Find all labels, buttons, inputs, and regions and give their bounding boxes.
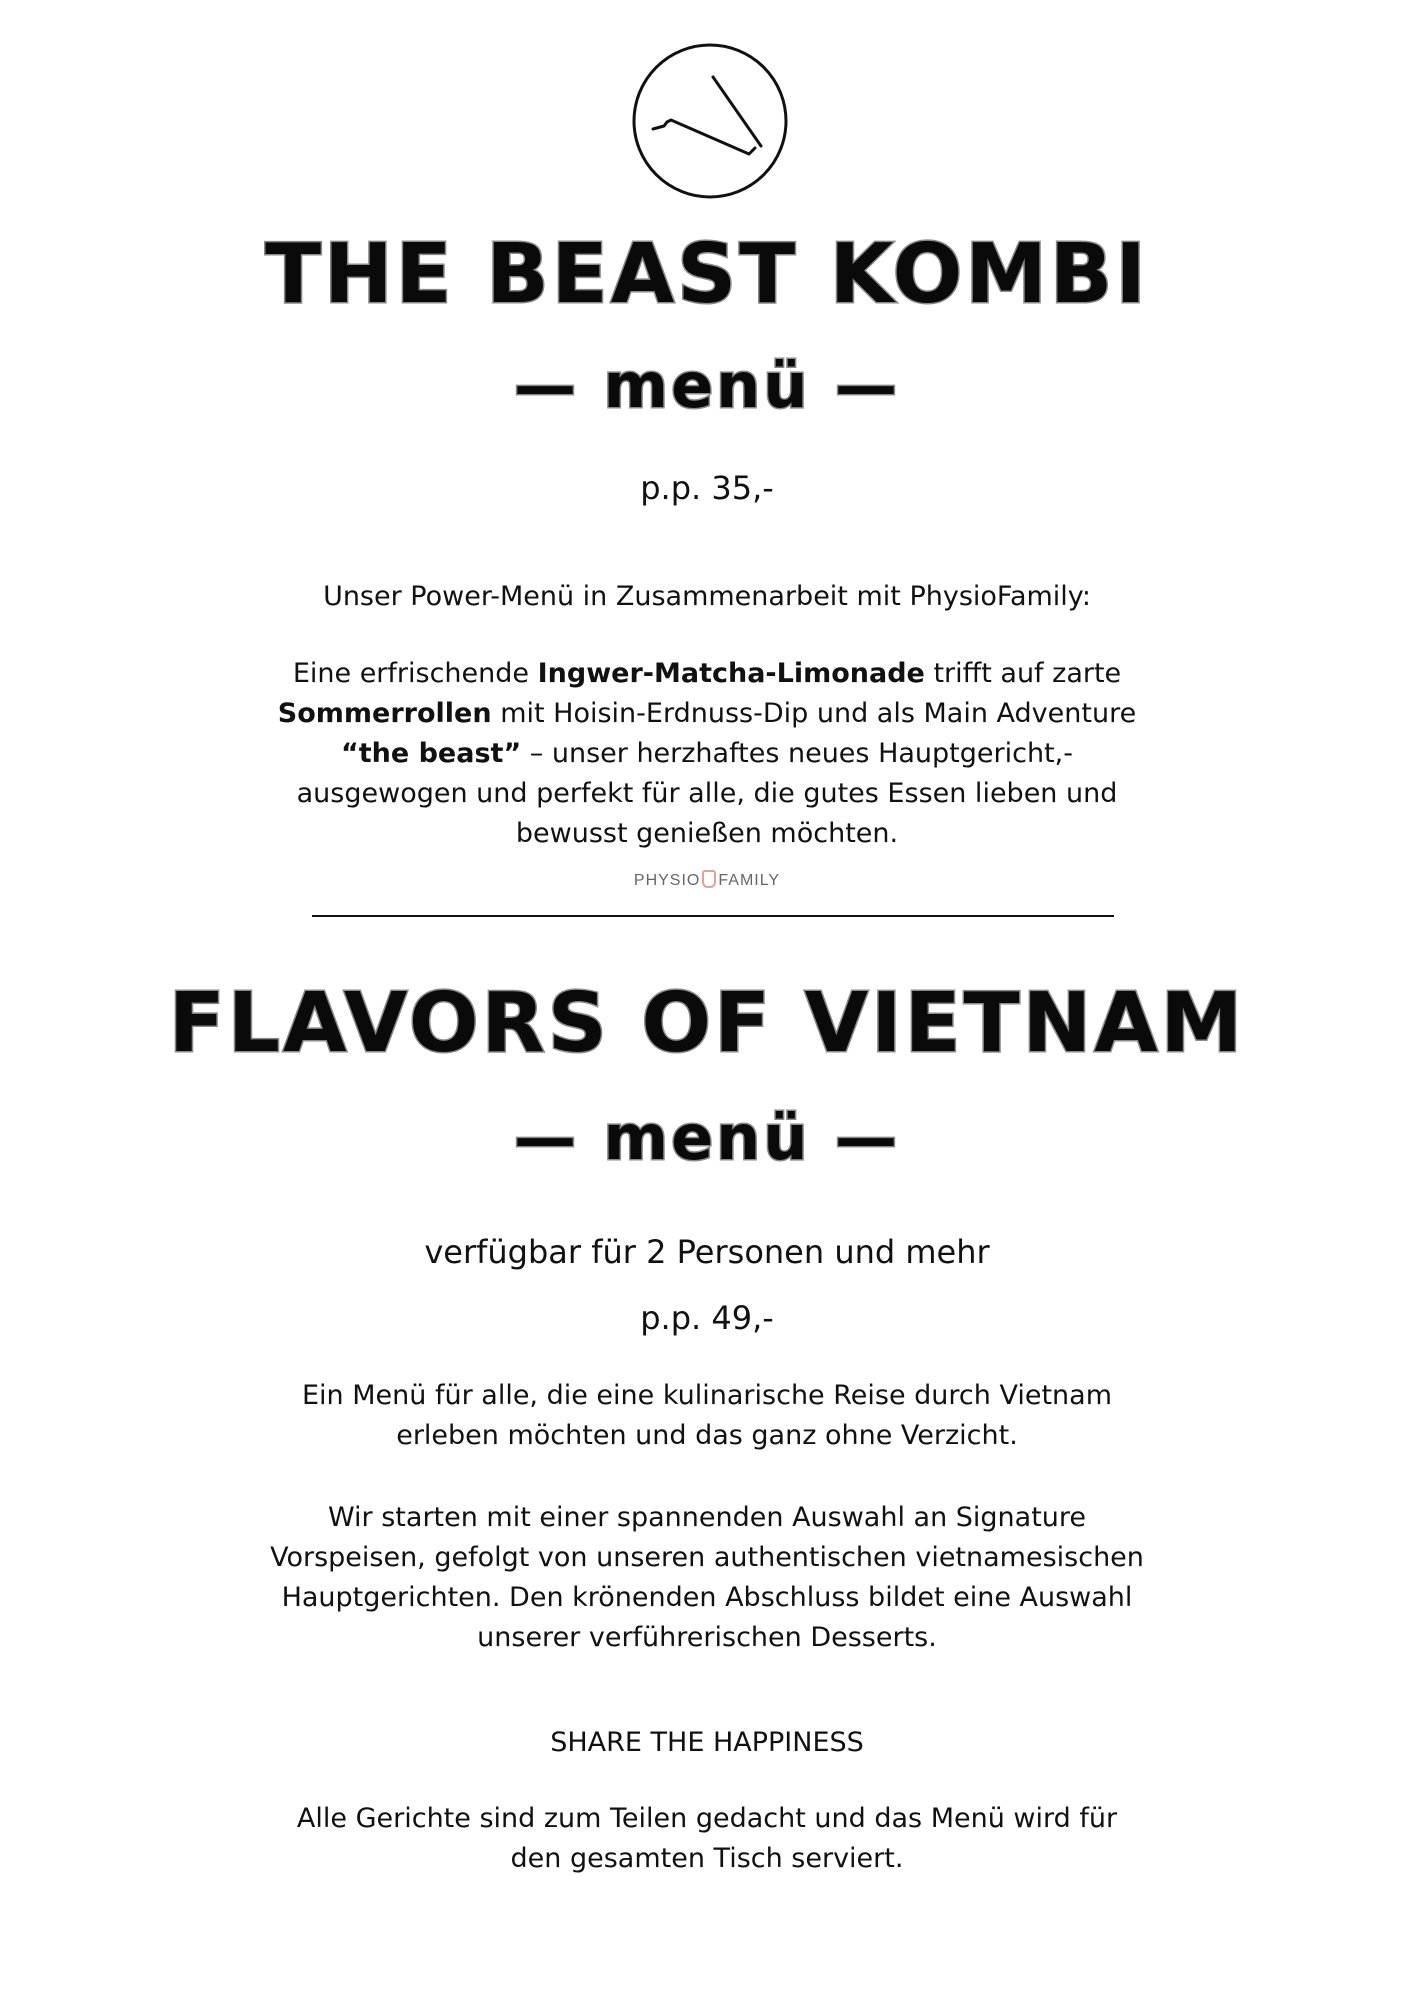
beast-price: p.p. 35,- [640, 469, 774, 507]
vietnam-p1-line-2: erleben möchten und das ganz ohne Verzicht. [396, 1420, 1018, 1451]
beast-menu-label: — menü — [513, 349, 901, 422]
beast-title: THE BEAST KOMBI [265, 227, 1149, 322]
physio-logo-left-text: PHYSIO [633, 872, 701, 889]
vietnam-p2-line-1: Wir starten mit einer spannenden Auswahl an Signature [327, 1502, 1087, 1533]
vietnam-p2-line-3: Hauptgerichten. Den krönenden Abschluss bildet eine Auswahl [281, 1582, 1133, 1613]
vietnam-p3-line-1: Alle Gerichte sind zum Teilen gedacht und das Menü wird für [296, 1803, 1118, 1834]
beast-desc-line-2: Sommerrollen mit Hoisin-Erdnuss-Dip und als Main Adventure [277, 698, 1137, 729]
chopsticks-circle-logo-icon [631, 42, 789, 200]
beast-desc-line-3: “the beast” – unser herzhaftes neues Hauptgericht,- [341, 738, 1073, 769]
physiofamily-logo-icon [0, 870, 1414, 892]
beast-desc-line-4: ausgewogen und perfekt für alle, die gutes Essen lieben und [296, 778, 1118, 809]
vietnam-p1-line-1: Ein Menü für alle, die eine kulinarische Reise durch Vietnam [302, 1380, 1112, 1411]
vietnam-paragraph-2 [0, 1498, 1414, 1658]
section-divider [312, 915, 1114, 917]
vietnam-paragraph-3 [0, 1799, 1414, 1879]
beast-desc-line-1: Eine erfrischende Ingwer-Matcha-Limonade trifft auf zarte [292, 658, 1122, 689]
share-happiness-heading: SHARE THE HAPPINESS [550, 1727, 864, 1758]
vietnam-p3-line-2: den gesamten Tisch serviert. [510, 1843, 904, 1874]
vietnam-p2-line-2: Vorspeisen, gefolgt von unseren authentischen vietnamesischen [270, 1542, 1144, 1573]
vietnam-paragraph-1 [0, 1376, 1414, 1456]
vietnam-price: p.p. 49,- [640, 1299, 774, 1337]
restaurant-logo-icon [631, 42, 789, 200]
beast-intro: Unser Power-Menü in Zusammenarbeit mit PhysioFamily: [323, 581, 1091, 612]
beast-desc-line-5: bewusst genießen möchten. [515, 818, 899, 849]
physio-logo-right-text: FAMILY [718, 872, 781, 889]
vietnam-title: FLAVORS OF VIETNAM [168, 976, 1246, 1071]
vietnam-p2-line-4: unserer verführerischen Desserts. [477, 1622, 937, 1653]
beast-description [0, 654, 1414, 854]
cup-icon [702, 870, 716, 888]
vietnam-menu-label: — menü — [513, 1101, 901, 1174]
vietnam-availability: verfügbar für 2 Personen und mehr [424, 1233, 990, 1271]
